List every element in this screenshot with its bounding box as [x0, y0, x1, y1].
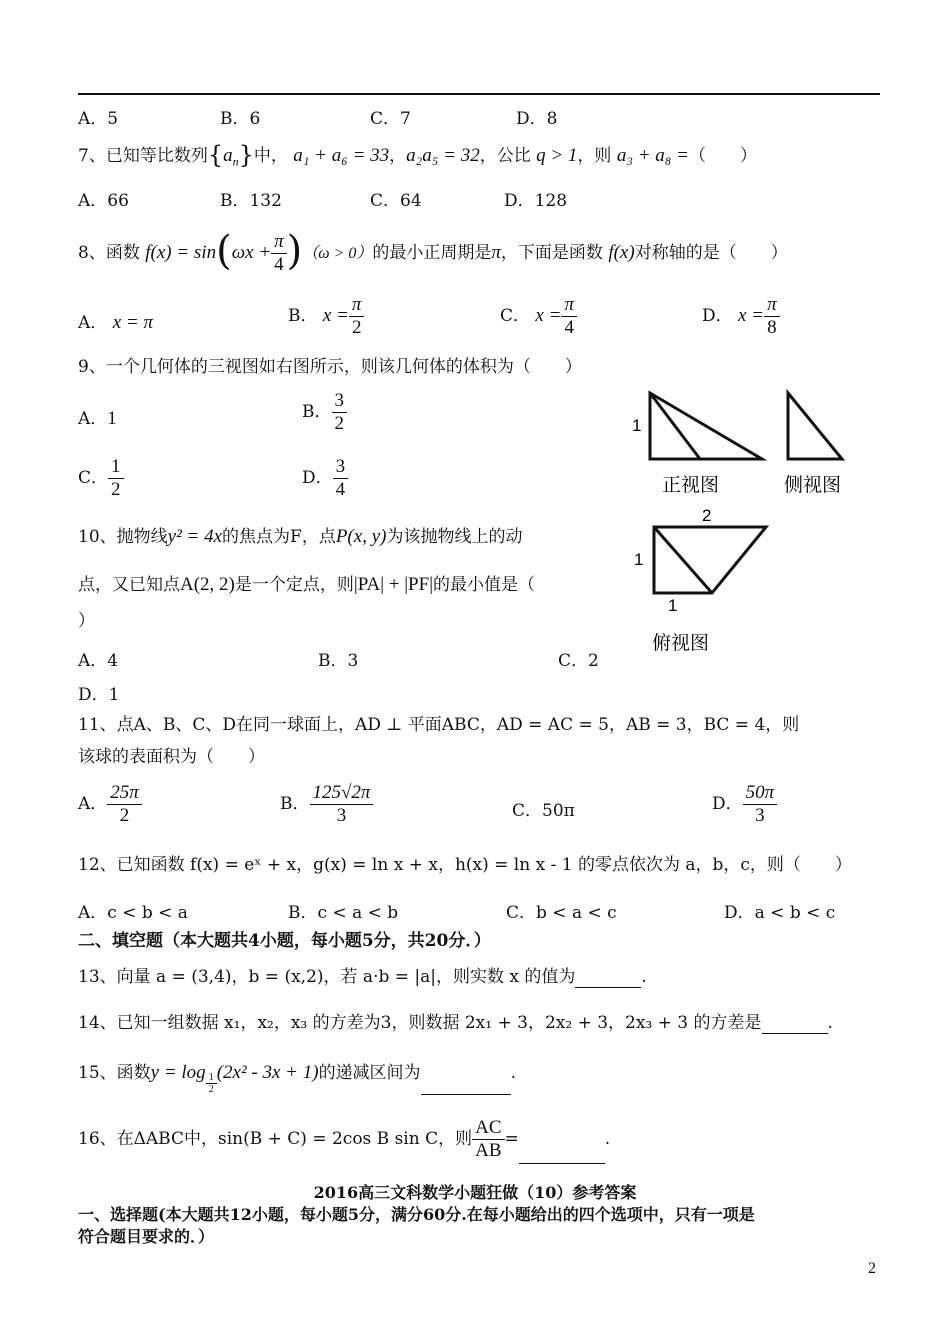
q7-stem-a: 7、已知等比数列	[78, 146, 208, 166]
q10-option-d: D．1	[78, 685, 120, 705]
top-view-label: 俯视图	[652, 632, 710, 654]
q7-cond1: a₁ + a₆ = 33	[293, 145, 390, 166]
front-view-inner-line	[650, 393, 700, 459]
q7-stem-c: ，公比	[479, 146, 531, 166]
q7-option-a: A．66	[78, 191, 129, 211]
q6-option-c: C．7	[370, 109, 411, 129]
q9-option-c: C． $\frac{1}{2}$	[78, 456, 124, 501]
q7-ask: a₃ + a₈ =	[616, 145, 689, 166]
q8-arg: ωx +	[231, 242, 272, 263]
q10-option-b: B．3	[318, 651, 359, 671]
q10-option-c: C．2	[558, 651, 599, 671]
q11-option-d: D． $\frac{50\pi}{3}$	[712, 782, 777, 827]
q9-option-d: D． $\frac{3}{4}$	[302, 456, 348, 501]
question-9: 9、一个几何体的三视图如右图所示，则该几何体的体积为（ ）	[78, 357, 582, 377]
q7-stem-b: 中，	[253, 146, 288, 166]
top-rule	[78, 93, 880, 95]
q8-cond: （ω > 0）	[302, 245, 373, 262]
question-11-line2: 该球的表面积为（ ）	[78, 747, 265, 767]
q10-option-a: A．4	[78, 651, 119, 671]
section-1-line2: 符合题目要求的．）	[78, 1227, 215, 1246]
section-2-heading: 二、填空题（本大题共4小题，每小题5分，共20分．）	[78, 931, 491, 951]
q11-option-c: C．50π	[512, 801, 575, 821]
q7-seq: a	[223, 145, 233, 166]
q8-option-a: A． x = π	[78, 312, 153, 333]
q7-stem-d: ，则	[577, 146, 612, 166]
q12-option-a: A．c < b < a	[78, 903, 188, 923]
question-8: 8、函数 f(x) = sin(ωx + $\frac{\pi}{4}$ )（ω > 0）的最小正周期是π，下面是函数 f(x)对称轴的是（ ）	[78, 228, 788, 275]
q8-option-b: B． x = $\frac{\pi}{2}$	[288, 294, 364, 339]
q11-option-a: A． $\frac{25\pi}{2}$	[78, 782, 142, 827]
section-1-line1: 一、选择题(本大题共12小题，每小题5分，满分60分.在每小题给出的四个选项中，只有一项是	[78, 1205, 755, 1224]
q7-paren: （ ）	[688, 146, 757, 166]
q7-option-b: B．132	[220, 191, 282, 211]
q12-option-c: C．b < a < c	[506, 903, 617, 923]
top-dim-left-1: 1	[634, 550, 644, 569]
q7-cond3: q > 1	[536, 145, 578, 166]
q12-option-d: D．a < b < c	[724, 903, 836, 923]
question-13: 13、向量 a = (3,4)，b = (x,2)，若 a·b = |a|，则实数 x 的值为 .	[78, 967, 647, 987]
q8-fx2: f(x)	[608, 242, 635, 263]
q6-option-a: A．5	[78, 109, 119, 129]
front-view-label: 正视图	[662, 474, 720, 496]
q8-fx: f(x) = sin	[145, 242, 217, 263]
q8-option-d: D． x = $\frac{\pi}{8}$	[702, 294, 780, 339]
q7-option-c: C．64	[370, 191, 422, 211]
question-16: 16、在ΔABC中，sin(B + C) = 2cos B sin C，则 $\frac{AC}{AB}$ = .	[78, 1114, 610, 1164]
question-7: 7、已知等比数列$\{a_n\}$中， a₁ + a₆ = 33，a₂a₅ = 32，公比 q > 1，则 a₃ + a₈ =（ ）	[78, 141, 757, 169]
top-view-trapezoid	[654, 527, 766, 593]
q11-option-b: B． $\frac{125√2\pi}{3}$	[280, 782, 373, 827]
question-10-line2: 点，又已知点A(2, 2)是一个定点，则|PA| + |PF|的最小值是（	[78, 574, 535, 595]
q7-option-d: D．128	[504, 191, 568, 211]
q8-pi-over-4: $\frac{\pi}{4}$	[271, 231, 287, 276]
question-12: 12、已知函数 f(x) = eˣ + x，g(x) = ln x + x，h(x) = ln x - 1 的零点依次为 a，b，c，则（ ）	[78, 855, 852, 875]
front-view-triangle	[650, 393, 762, 459]
q9-option-b: B． $\frac{3}{2}$	[302, 390, 347, 435]
question-14: 14、已知一组数据 x₁，x₂，x₃ 的方差为3，则数据 2x₁ + 3，2x₂ + 3，2x₃ + 3 的方差是 .	[78, 1013, 833, 1033]
q6-option-b: B．6	[220, 109, 261, 129]
q8-stem-c: ，下面是函数	[500, 243, 603, 263]
q8-stem-a: 8、函数	[78, 243, 140, 263]
q12-option-b: B．c < a < b	[288, 903, 399, 923]
q6-option-d: D．8	[516, 109, 558, 129]
q9-option-a: A．1	[78, 408, 117, 429]
q7-sub: n	[232, 154, 239, 169]
question-10-line3: ）	[78, 611, 95, 631]
question-10-line1: 10、抛物线y² = 4x的焦点为F，点P(x, y)为该抛物线上的动	[78, 526, 523, 547]
q7-cond2: a₂a₅ = 32	[406, 145, 480, 166]
q8-stem-d: 对称轴的是（ ）	[634, 243, 788, 263]
side-view-label: 侧视图	[784, 474, 842, 496]
q8-stem-b: 的最小正周期是	[372, 243, 492, 263]
q8-pi: π	[491, 242, 501, 263]
question-15: 15、函数y = log $\frac{1}{2}$ (2x² - 3x + 1)的递减区间为 .	[78, 1062, 516, 1095]
front-dim-1: 1	[632, 416, 642, 435]
three-view-figure	[620, 385, 860, 665]
q8-option-c: C． x = $\frac{\pi}{4}$	[500, 294, 577, 339]
side-view-triangle	[788, 393, 842, 459]
top-dim-bottom-1: 1	[668, 596, 678, 615]
answer-title: 2016高三文科数学小题狂做（10）参考答案	[313, 1183, 637, 1202]
question-11-line1: 11、点A、B、C、D在同一球面上，AD ⊥ 平面ABC，AD = AC = 5，AB = 3，BC = 4，则	[78, 715, 800, 735]
page-number: 2	[868, 1260, 876, 1277]
top-view-diagonal	[654, 527, 712, 593]
top-dim-2: 2	[702, 506, 712, 525]
